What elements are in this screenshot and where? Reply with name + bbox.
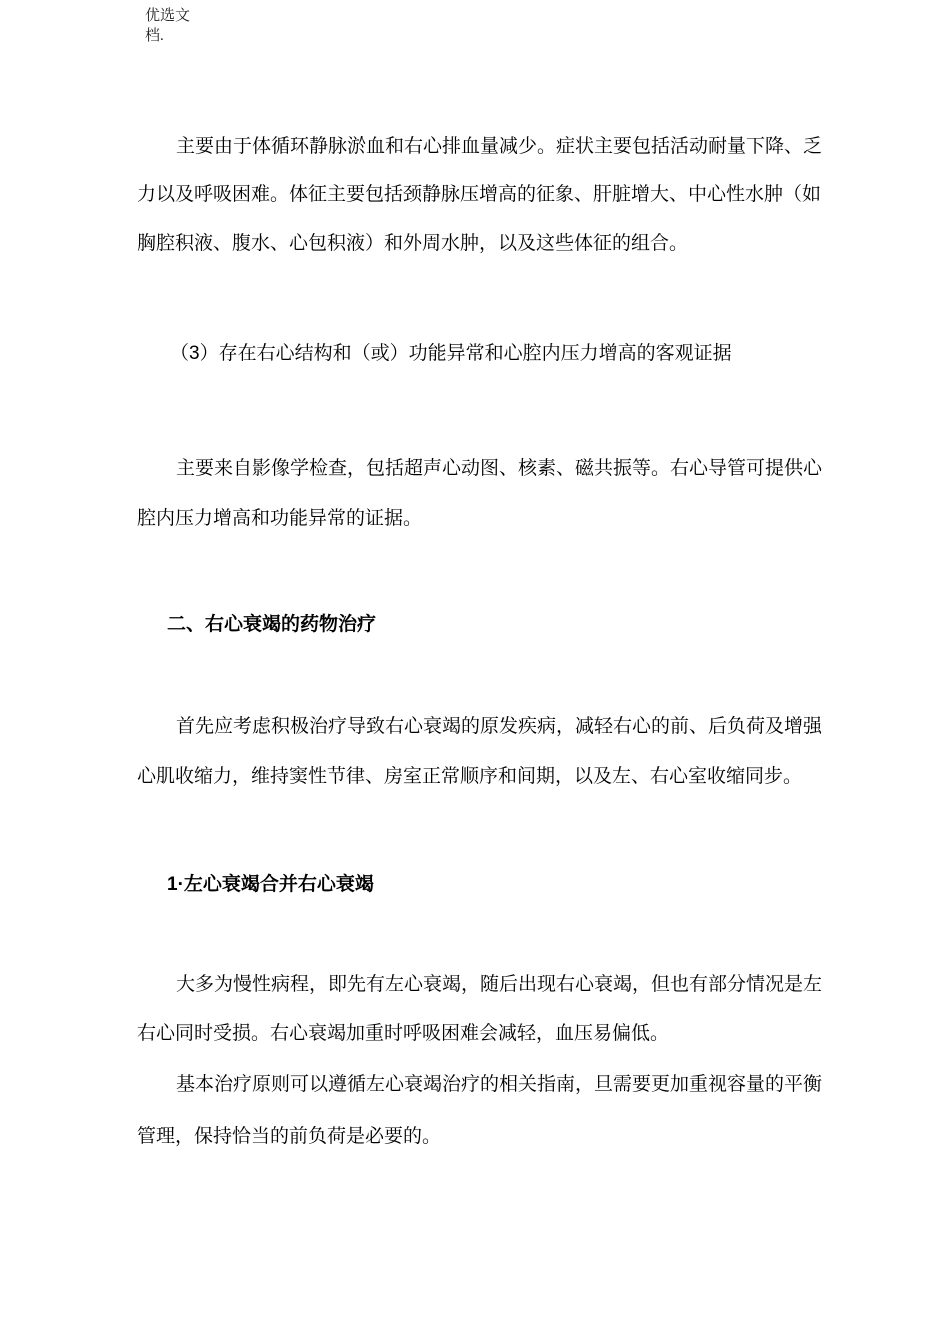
paragraph-line: 主要由于体循环静脉淤血和右心排血量减少。症状主要包括活动耐量下降、乏 (176, 136, 823, 157)
subsection-heading: 1·左心衰竭合并右心衰竭 (167, 874, 374, 895)
paragraph-line: （3）存在右心结构和（或）功能异常和心腔内压力增高的客观证据 (170, 343, 732, 364)
paragraph-line: 基本治疗原则可以遵循左心衰竭治疗的相关指南，旦需要更加重视容量的平衡 (176, 1074, 823, 1095)
paragraph-line: 管理，保持恰当的前负荷是必要的。 (137, 1126, 442, 1147)
watermark-label: 优选文档. (145, 8, 191, 44)
paragraph-line: 胸腔积液、腹水、心包积液）和外周水肿，以及这些体征的组合。 (137, 233, 689, 254)
paragraph-line: 腔内压力增高和功能异常的证据。 (137, 508, 423, 529)
paragraph-line: 大多为慢性病程，即先有左心衰竭，随后出现右心衰竭，但也有部分情况是左 (176, 974, 823, 995)
paragraph-line: 首先应考虑积极治疗导致右心衰竭的原发疾病，减轻右心的前、后负荷及增强 (176, 716, 823, 737)
section-heading: 二、右心衰竭的药物治疗 (167, 614, 377, 635)
paragraph-line: 力以及呼吸困难。体征主要包括颈静脉压增高的征象、肝脏增大、中心性水肿（如 (137, 184, 822, 205)
paragraph-line: 主要来自影像学检查，包括超声心动图、核素、磁共振等。右心导管可提供心 (176, 458, 823, 479)
paragraph-line: 右心同时受损。右心衰竭加重时呼吸困难会减轻，血压易偏低。 (137, 1023, 670, 1044)
paragraph-line: 心肌收缩力，维持窦性节律、房室正常顺序和间期，以及左、右心室收缩同步。 (137, 766, 803, 787)
